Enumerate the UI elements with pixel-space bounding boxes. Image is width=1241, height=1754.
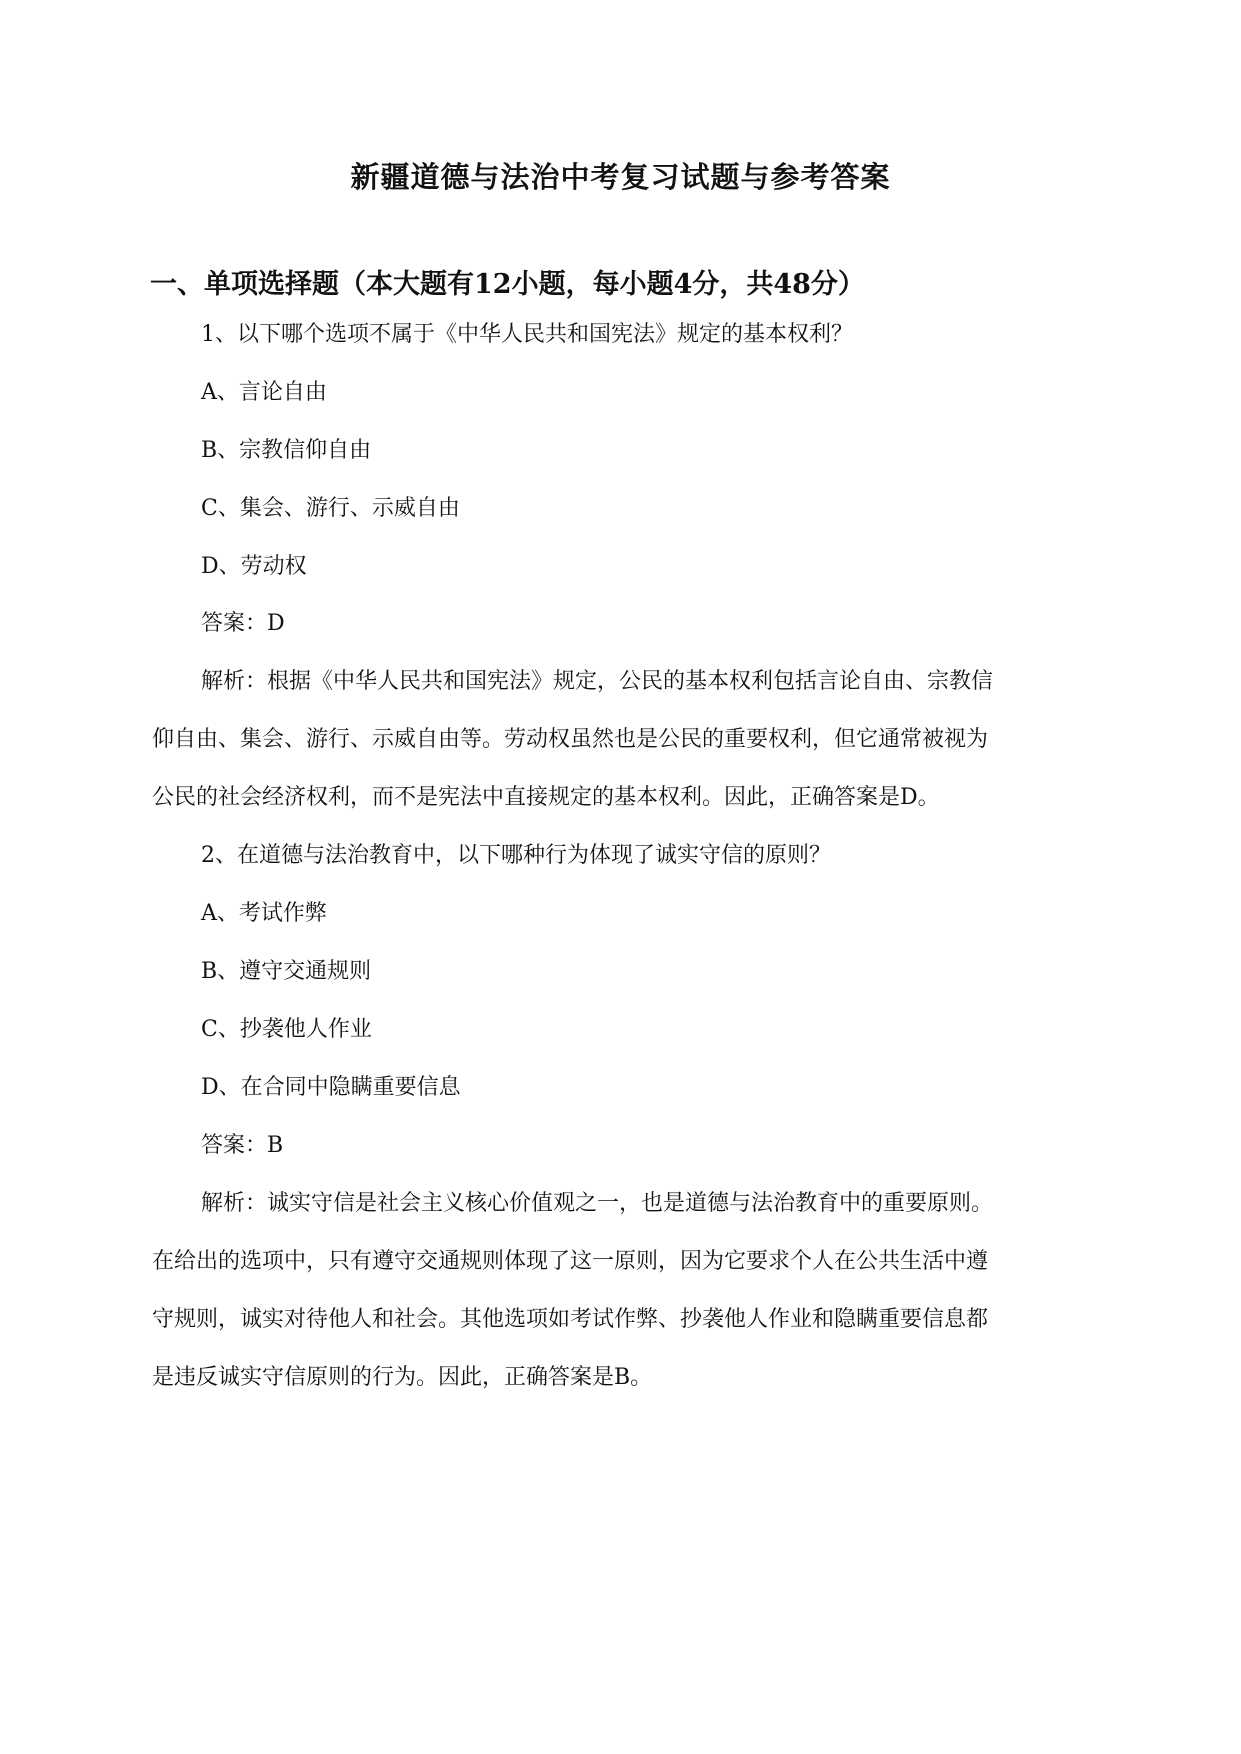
question-1-analysis-line: 公民的社会经济权利，而不是宪法中直接规定的基本权利。因此，正确答案是D。 [152, 785, 940, 810]
question-1-analysis-line: 仰自由、集会、游行、示威自由等。劳动权虽然也是公民的重要权利，但它通常被视为 [152, 727, 989, 752]
question-2-analysis-line: 是违反诚实守信原则的行为。因此，正确答案是B。 [152, 1365, 653, 1390]
document-title: 新疆道德与法治中考复习试题与参考答案 [350, 160, 891, 194]
question-2-option-d: D、在合同中隐瞒重要信息 [201, 1075, 461, 1100]
question-1-option-a: A、言论自由 [201, 380, 327, 405]
question-2-option-c: C、抄袭他人作业 [201, 1017, 372, 1042]
question-2-answer: 答案：B [201, 1133, 284, 1158]
question-1-analysis-line: 解析：根据《中华人民共和国宪法》规定，公民的基本权利包括言论自由、宗教信 [201, 669, 994, 694]
section-heading: 一、单项选择题（本大题有12小题，每小题4分，共48分） [150, 269, 865, 300]
question-1-option-b: B、宗教信仰自由 [201, 438, 372, 463]
question-2-option-a: A、考试作弊 [201, 901, 327, 926]
question-2-option-b: B、遵守交通规则 [201, 959, 372, 984]
question-2-stem: 2、在道德与法治教育中，以下哪种行为体现了诚实守信的原则？ [201, 843, 831, 868]
question-2-analysis-line: 守规则，诚实对待他人和社会。其他选项如考试作弊、抄袭他人作业和隐瞒重要信息都 [152, 1307, 989, 1332]
question-2-analysis-line: 在给出的选项中，只有遵守交通规则体现了这一原则，因为它要求个人在公共生活中遵 [152, 1249, 989, 1274]
question-1-stem: 1、以下哪个选项不属于《中华人民共和国宪法》规定的基本权利？ [201, 322, 853, 347]
question-1-option-d: D、劳动权 [201, 554, 307, 579]
question-1-option-c: C、集会、游行、示威自由 [201, 496, 460, 521]
question-1-answer: 答案：D [201, 611, 285, 636]
question-2-analysis-line: 解析：诚实守信是社会主义核心价值观之一，也是道德与法治教育中的重要原则。 [201, 1191, 994, 1216]
